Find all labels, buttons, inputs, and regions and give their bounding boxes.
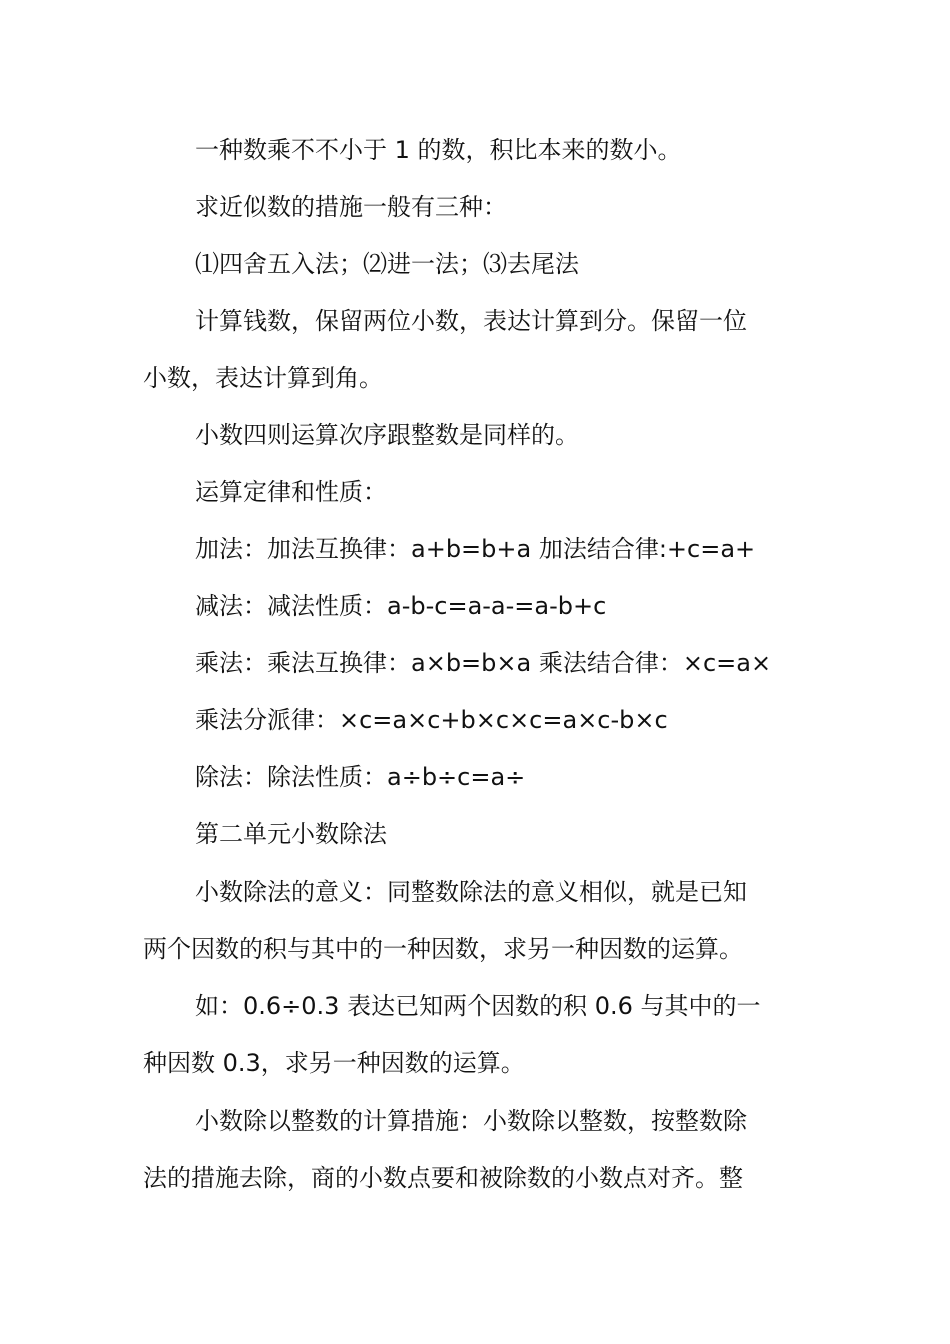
paragraph-line: 小数，表达计算到角。 — [143, 364, 383, 392]
paragraph-line: 两个因数的积与其中的一种因数，求另一种因数的运算。 — [143, 935, 743, 963]
paragraph-line: 法的措施去除，商的小数点要和被除数的小数点对齐。整 — [143, 1164, 743, 1192]
paragraph-line: 加法：加法互换律：a+b=b+a 加法结合律:+c=a+ — [195, 535, 756, 563]
section-heading: 第二单元小数除法 — [195, 820, 387, 848]
paragraph-line: 运算定律和性质： — [195, 478, 387, 506]
paragraph-line: 一种数乘不不小于 1 的数，积比本来的数小。 — [195, 136, 682, 164]
paragraph-line: 除法：除法性质：a÷b÷c=a÷ — [195, 763, 526, 791]
paragraph-line: 小数除法的意义：同整数除法的意义相似，就是已知 — [195, 878, 747, 906]
paragraph-line: ⑴四舍五入法；⑵进一法；⑶去尾法 — [195, 250, 579, 278]
paragraph-line: 求近似数的措施一般有三种： — [195, 193, 507, 221]
paragraph-line: 如：0.6÷0.3 表达已知两个因数的积 0.6 与其中的一 — [195, 992, 761, 1020]
paragraph-line: 减法：减法性质：a-b-c=a-a-=a-b+c — [195, 592, 607, 620]
paragraph-line: 小数四则运算次序跟整数是同样的。 — [195, 421, 579, 449]
paragraph-line: 种因数 0.3，求另一种因数的运算。 — [143, 1049, 525, 1077]
paragraph-line: 计算钱数，保留两位小数，表达计算到分。保留一位 — [195, 307, 747, 335]
paragraph-line: 小数除以整数的计算措施：小数除以整数，按整数除 — [195, 1107, 747, 1135]
paragraph-line: 乘法：乘法互换律：a×b=b×a 乘法结合律：×c=a× — [195, 649, 772, 677]
paragraph-line: 乘法分派律：×c=a×c+b×c×c=a×c-b×c — [195, 706, 668, 734]
